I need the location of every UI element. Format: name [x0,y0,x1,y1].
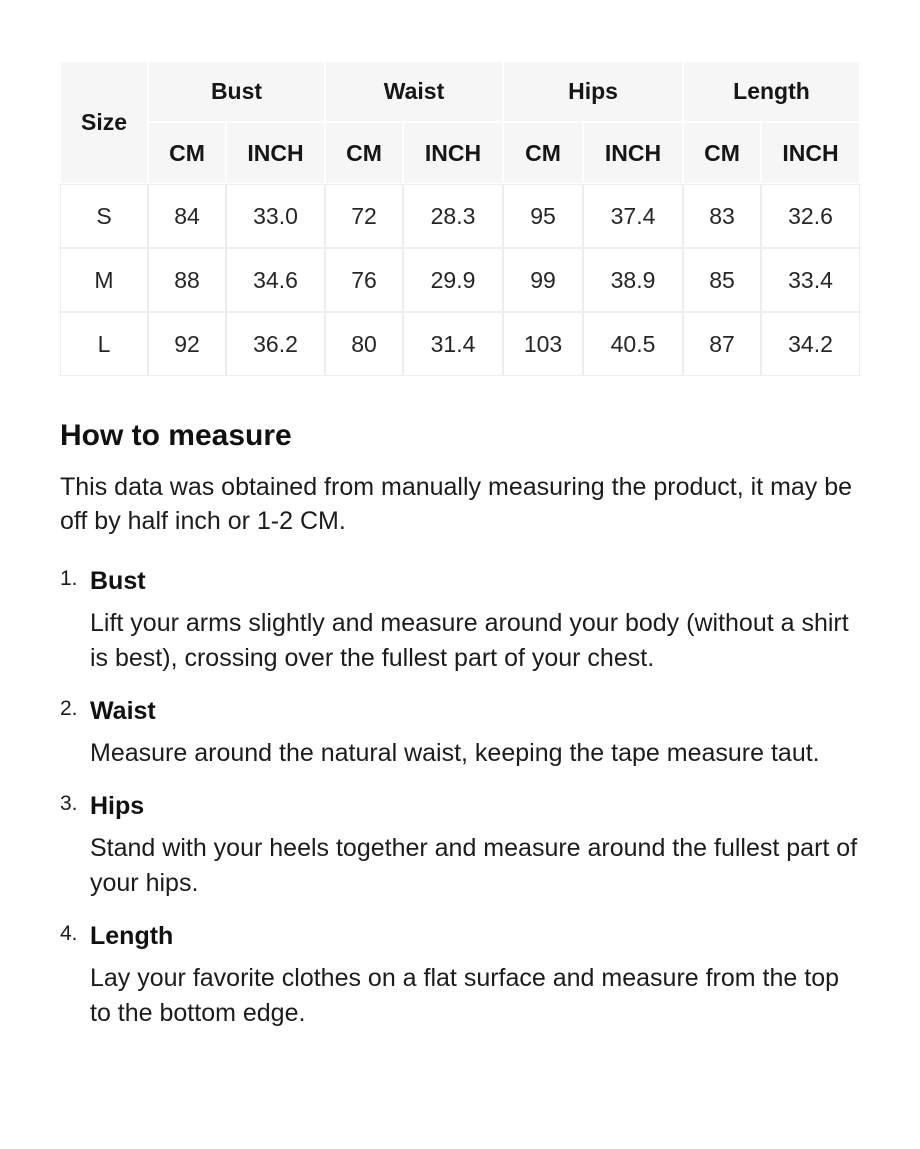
table-cell: 31.4 [403,312,503,376]
list-item-bust [60,564,860,676]
list-number: 3. [60,792,78,815]
length-cm-header: CM [683,122,761,184]
table-cell: 103 [503,312,583,376]
bust-group-header: Bust [148,61,325,122]
length-inch-header: INCH [761,122,860,184]
size-cell: M [60,248,148,312]
table-cell: 38.9 [583,248,683,312]
table-cell: 85 [683,248,761,312]
table-cell: 87 [683,312,761,376]
size-column-header: Size [60,61,148,184]
step-title-hips: Hips [90,792,145,820]
step-description-bust: Lift your arms slightly and measure around your body (without a shirt is best), crossing over the fullest part of your chest. [90,609,849,672]
step-description-waist: Measure around the natural waist, keeping the tape measure taut. [90,739,820,767]
table-cell: 95 [503,184,583,248]
table-row-size-m [60,248,860,312]
measure-steps-list [60,564,860,1031]
list-number: 2. [60,697,78,720]
table-cell: 37.4 [583,184,683,248]
table-cell: 92 [148,312,226,376]
step-description-hips: Stand with your heels together and measure around the fullest part of your hips. [90,834,858,897]
table-cell: 72 [325,184,403,248]
size-chart-table [60,61,860,376]
table-cell: 34.6 [226,248,325,312]
table-cell: 29.9 [403,248,503,312]
table-cell: 34.2 [761,312,860,376]
hips-inch-header: INCH [583,122,683,184]
table-cell: 33.4 [761,248,860,312]
waist-inch-header: INCH [403,122,503,184]
list-item-waist [60,694,860,771]
step-title-length: Length [90,922,174,950]
list-item-length [60,919,860,1031]
list-item-hips [60,789,860,901]
table-cell: 84 [148,184,226,248]
table-row-size-l [60,312,860,376]
list-number: 4. [60,922,78,945]
content-area [60,0,860,1031]
length-group-header: Length [683,61,860,122]
step-description-length: Lay your favorite clothes on a flat surface and measure from the top to the bottom edge. [90,964,840,1027]
table-cell: 88 [148,248,226,312]
table-cell: 33.0 [226,184,325,248]
bust-cm-header: CM [148,122,226,184]
table-cell: 83 [683,184,761,248]
size-cell: L [60,312,148,376]
step-title-bust: Bust [90,567,146,595]
table-cell: 32.6 [761,184,860,248]
table-group-header-row [60,61,860,122]
table-cell: 80 [325,312,403,376]
step-title-waist: Waist [90,697,156,725]
size-cell: S [60,184,148,248]
how-to-measure-heading: How to measure [60,419,292,452]
hips-cm-header: CM [503,122,583,184]
waist-cm-header: CM [325,122,403,184]
list-number: 1. [60,567,78,590]
table-row-size-s [60,184,860,248]
table-cell: 99 [503,248,583,312]
table-cell: 76 [325,248,403,312]
table-cell: 28.3 [403,184,503,248]
table-cell: 36.2 [226,312,325,376]
hips-group-header: Hips [503,61,683,122]
table-unit-header-row [60,122,860,184]
bust-inch-header: INCH [226,122,325,184]
measure-disclaimer-text: This data was obtained from manually measuring the product, it may be off by half inch or 1-2 CM. [60,473,853,535]
table-cell: 40.5 [583,312,683,376]
waist-group-header: Waist [325,61,503,122]
